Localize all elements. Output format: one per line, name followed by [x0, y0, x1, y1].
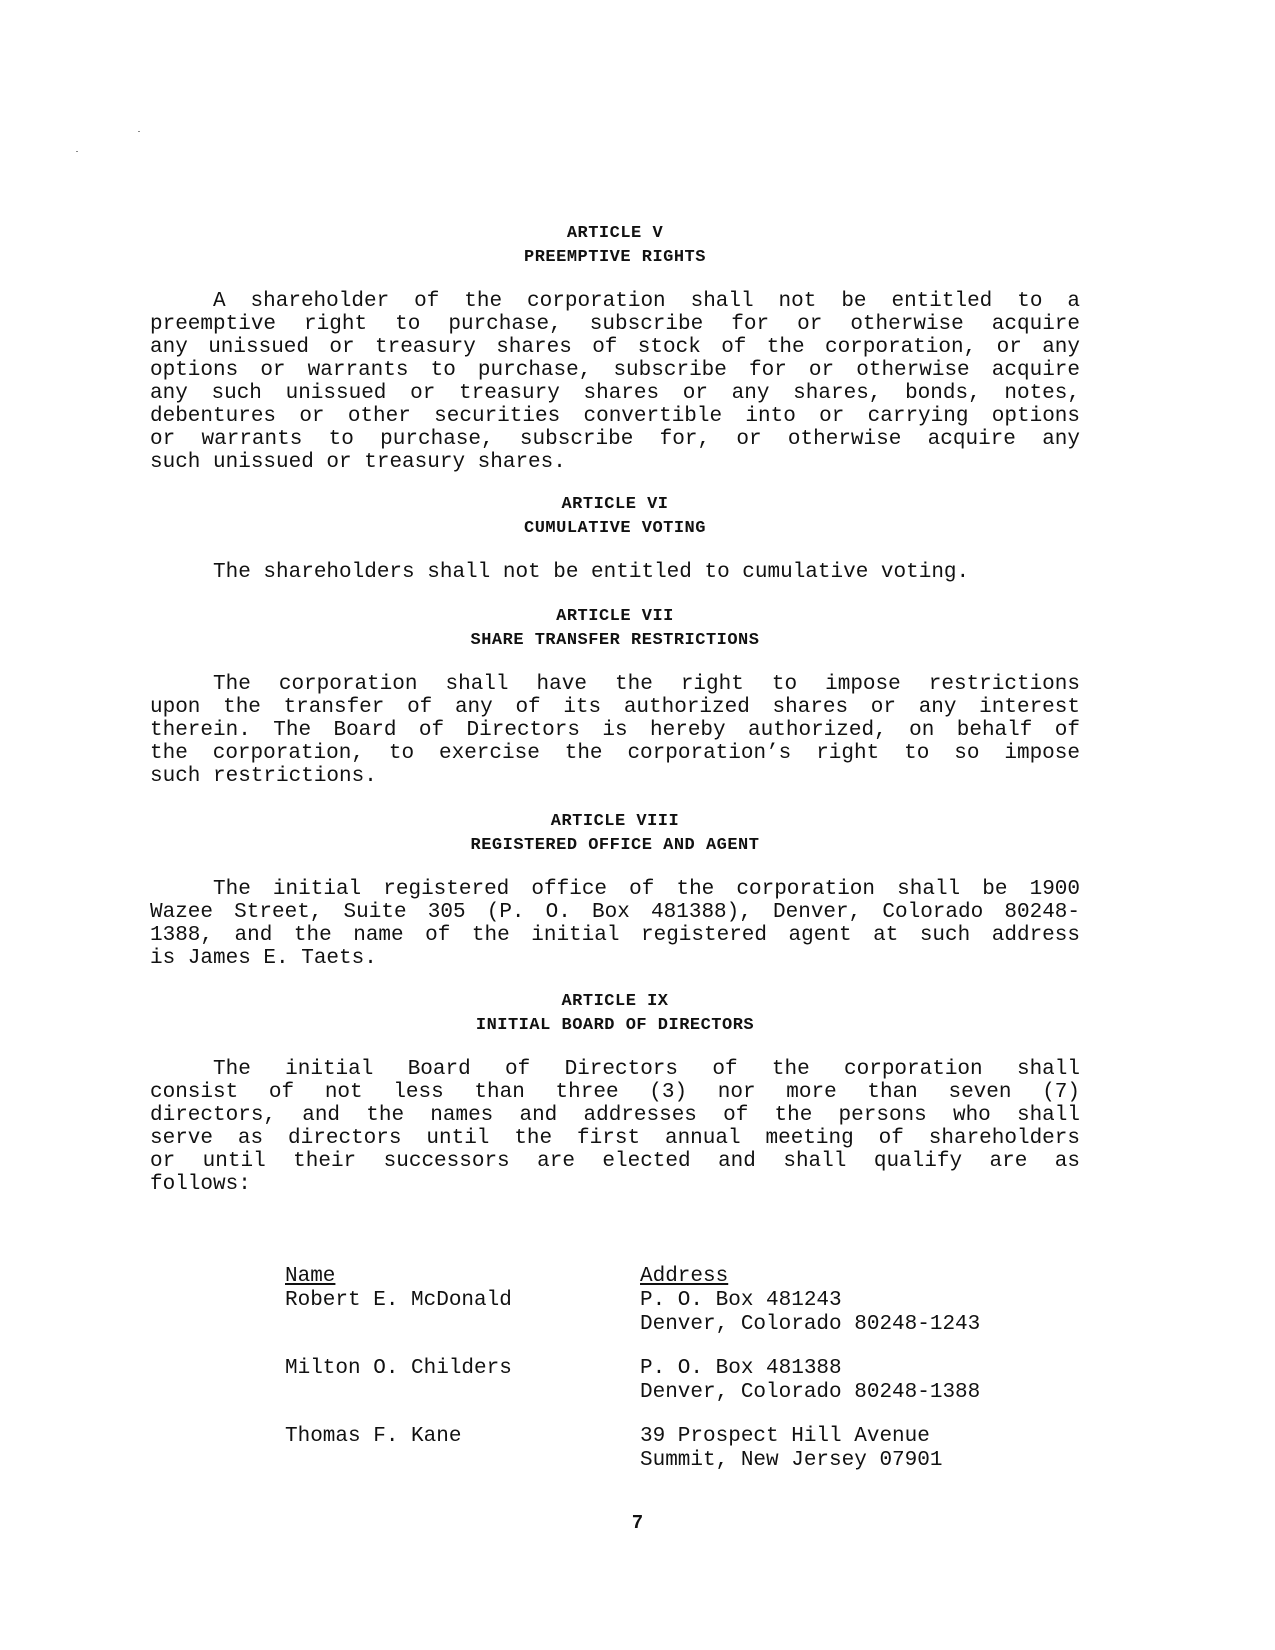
- article-number: ARTICLE VII: [556, 607, 674, 626]
- article-body: [150, 561, 1080, 584]
- body-line: The corporation shall have the right to impose restrictions: [213, 673, 1080, 696]
- body-line: follows:: [150, 1173, 251, 1196]
- address-line: 39 Prospect Hill Avenue: [640, 1425, 930, 1448]
- body-line: consist of not less than three (3) nor more than seven (7): [150, 1081, 1080, 1104]
- article-body: [150, 1058, 1080, 1196]
- scan-speck: [76, 151, 78, 152]
- article-v: [150, 222, 1080, 474]
- directors-table: [285, 1265, 1065, 1493]
- article-vi: [150, 493, 1080, 584]
- article-title: CUMULATIVE VOTING: [524, 519, 706, 538]
- article-title: REGISTERED OFFICE AND AGENT: [470, 836, 760, 855]
- body-line: 1388, and the name of the initial registered agent at such address: [150, 924, 1080, 947]
- director-name: Thomas F. Kane: [285, 1425, 462, 1448]
- table-row: [285, 1357, 1065, 1405]
- table-row: [285, 1289, 1065, 1337]
- article-vii: [150, 605, 1080, 788]
- director-address: [640, 1289, 1065, 1337]
- body-line: upon the transfer of any of its authorized shares or any interest: [150, 696, 1080, 719]
- body-line: any unissued or treasury shares of stock of the corporation, or any: [150, 336, 1080, 359]
- body-line: serve as directors until the first annual meeting of shareholders: [150, 1127, 1080, 1150]
- body-line: A shareholder of the corporation shall not be entitled to a: [213, 290, 1080, 313]
- article-title: SHARE TRANSFER RESTRICTIONS: [470, 631, 760, 650]
- article-body: [150, 878, 1080, 970]
- body-line: directors, and the names and addresses of the persons who shall: [150, 1104, 1080, 1127]
- article-body: [150, 290, 1080, 474]
- address-line: Denver, Colorado 80248-1388: [640, 1381, 981, 1404]
- page-number: 7: [631, 1512, 644, 1534]
- article-body: [150, 673, 1080, 788]
- body-line: any such unissued or treasury shares or any shares, bonds, notes,: [150, 382, 1080, 405]
- body-line: the corporation, to exercise the corporation’s right to so impose: [150, 742, 1080, 765]
- article-ix: [150, 990, 1080, 1196]
- address-line: P. O. Box 481388: [640, 1357, 842, 1380]
- article-number: ARTICLE V: [566, 224, 664, 243]
- body-line: such restrictions.: [150, 765, 377, 788]
- body-line: debentures or other securities convertible into or carrying options: [150, 405, 1080, 428]
- article-number: ARTICLE IX: [561, 992, 669, 1011]
- director-address: [640, 1425, 1065, 1473]
- body-line: is James E. Taets.: [150, 947, 377, 970]
- body-line: The shareholders shall not be entitled to cumulative voting.: [213, 561, 970, 584]
- body-line: options or warrants to purchase, subscribe for or otherwise acquire: [150, 359, 1080, 382]
- director-name: Robert E. McDonald: [285, 1289, 512, 1312]
- body-line: preemptive right to purchase, subscribe for or otherwise acquire: [150, 313, 1080, 336]
- article-number: ARTICLE VI: [561, 495, 669, 514]
- body-line: The initial Board of Directors of the corporation shall: [213, 1058, 1080, 1081]
- body-line: such unissued or treasury shares.: [150, 451, 566, 474]
- body-line: therein. The Board of Directors is hereby authorized, on behalf of: [150, 719, 1080, 742]
- director-name: Milton O. Childers: [285, 1357, 512, 1380]
- name-column-header: Name: [285, 1265, 336, 1288]
- table-row: [285, 1425, 1065, 1473]
- address-column-header: Address: [640, 1265, 729, 1288]
- directors-header-row: [285, 1265, 1065, 1289]
- article-title: PREEMPTIVE RIGHTS: [524, 248, 706, 267]
- article-viii: [150, 810, 1080, 970]
- body-line: or until their successors are elected and shall qualify are as: [150, 1150, 1080, 1173]
- article-title: INITIAL BOARD OF DIRECTORS: [475, 1016, 755, 1035]
- body-line: The initial registered office of the corporation shall be 1900: [213, 878, 1080, 901]
- scan-speck: [138, 131, 140, 132]
- address-line: Summit, New Jersey 07901: [640, 1449, 943, 1472]
- address-line: P. O. Box 481243: [640, 1289, 842, 1312]
- director-address: [640, 1357, 1065, 1405]
- body-line: Wazee Street, Suite 305 (P. O. Box 481388), Denver, Colorado 80248-: [150, 901, 1080, 924]
- body-line: or warrants to purchase, subscribe for, or otherwise acquire any: [150, 428, 1080, 451]
- article-number: ARTICLE VIII: [550, 812, 680, 831]
- address-line: Denver, Colorado 80248-1243: [640, 1313, 981, 1336]
